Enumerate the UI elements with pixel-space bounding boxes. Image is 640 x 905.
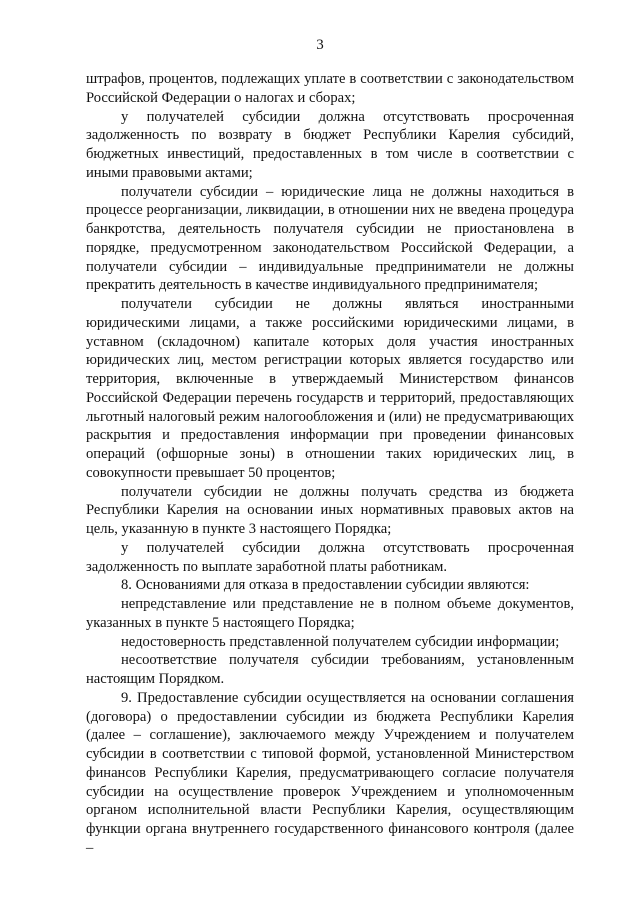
paragraph-no-other-budget-funds: получатели субсидии не должны получать средства из бюджета Республики Карелия на основании иных нормативных правовых актов на цель, указанную в пункте 3 настоящего Порядка;: [86, 483, 574, 537]
paragraph-continuation: штрафов, процентов, подлежащих уплате в соответствии с законодательством Российской Федерации о налогах и сборах;: [86, 71, 574, 106]
document-body: [86, 70, 574, 858]
paragraph-refusal-false-info: недостоверность представленной получателем субсидии информации;: [121, 633, 560, 650]
paragraph-no-wage-arrears: у получателей субсидии должна отсутствовать просроченная задолженность по выплате заработной платы работникам.: [86, 539, 574, 575]
page-number: 3: [316, 37, 324, 53]
paragraph-no-foreign-entities: получатели субсидии не должны являться иностранными юридическими лицами, а также российскими юридическими лицами, в уставном (складочном) капитале которых доля участия иностранных юридических лиц, местом регистрации которых является государство или территория, включенные в утверждаемый Министерством финансов Российской Федерации перечень государств и территорий, предоставляющих льготный налоговый режим налогообложения и (или) не предусматривающих раскрытия и предоставления информации при проведении финансовых операций (офшорные зоны) в отношении таких юридических лиц, в совокупности превышает 50 процентов;: [86, 296, 574, 481]
paragraph-refusal-noncompliance: несоответствие получателя субсидии требованиям, установленным настоящим Порядком.: [86, 652, 574, 687]
paragraph-subsidy-agreement: 9. Предоставление субсидии осуществляется на основании соглашения (договора) о предоставлении субсидии из бюджета Республики Карелия (далее – соглашение), заключаемого между Учреждением и получателем субсидии в соответствии с типовой формой, установленной Министерством финансов Республики Карелия, предусматривающего согласие получателя субсидии на осуществление проверок Учреждением и уполномоченным органом исполнительной власти Республики Карелия, осуществляющим функции органа внутреннего государственного финансового контроля (далее –: [86, 689, 574, 856]
paragraph-no-overdue-budget-debt: у получателей субсидии должна отсутствовать просроченная задолженность по возврату в бюджет Республики Карелия субсидий, бюджетных инвестиций, предоставленных в том числе в соответствии с иными правовыми актами;: [86, 108, 574, 181]
paragraph-no-reorganization: получатели субсидии – юридические лица не должны находиться в процессе реорганизации, ликвидации, в отношении них не введена процедура банкротства, деятельность получателя субсидии не приостановлена в порядке, предусмотренном законодательством Российской Федерации, а получатели субсидии – индивидуальные предприниматели не должны прекратить деятельность в качестве индивидуального предпринимателя;: [86, 183, 574, 294]
paragraph-refusal-grounds-heading: 8. Основаниями для отказа в предоставлении субсидии являются:: [121, 577, 530, 594]
paragraph-refusal-incomplete-docs: непредставление или представление не в полном объеме документов, указанных в пункте 5 настоящего Порядка;: [86, 596, 574, 631]
